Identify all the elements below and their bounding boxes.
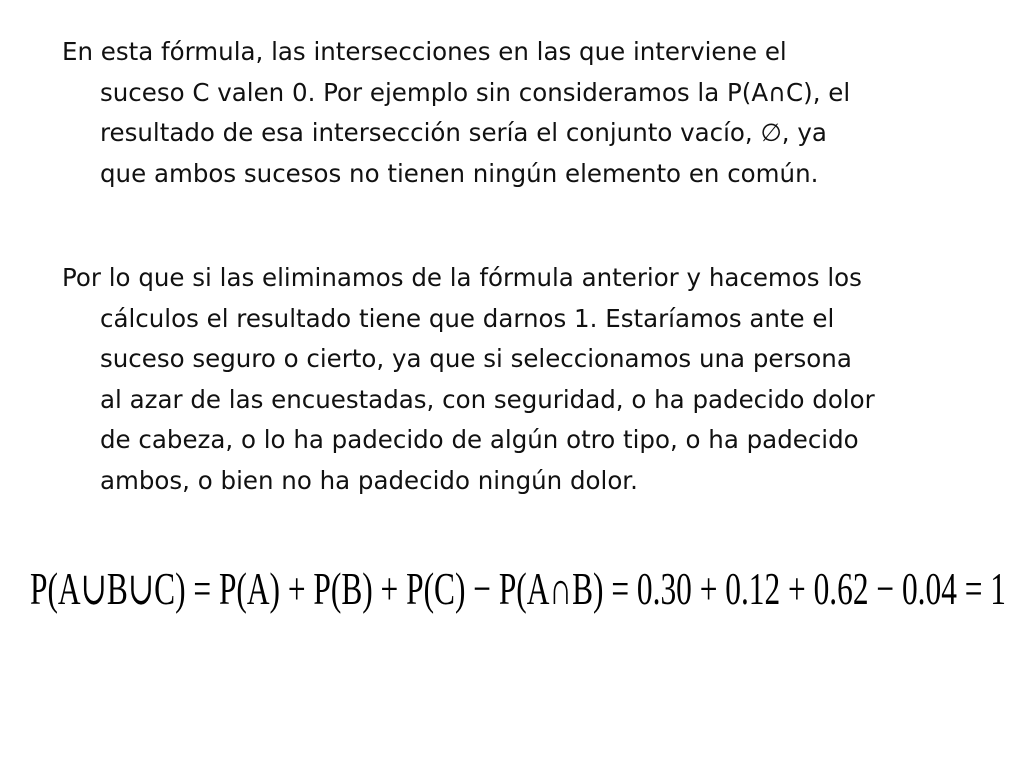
formula-equation: P(A∪B∪C) = P(A) + P(B) + P(C) − P(A∩B) = 0.30 + 0.12 + 0.62 − 0.04 = 1 <box>30 563 1007 614</box>
paragraph-line: suceso seguro o cierto, ya que si seleccionamos una persona <box>100 344 852 374</box>
paragraph-line: cálculos el resultado tiene que darnos 1. Estaríamos ante el <box>100 303 835 333</box>
paragraph-line: al azar de las encuestadas, con seguridad, o ha padecido dolor <box>100 384 875 414</box>
paragraph-line: resultado de esa intersección sería el conjunto vacío, ∅, ya <box>100 118 827 148</box>
paragraph-sure-event <box>62 258 982 502</box>
paragraph-empty-intersection <box>62 32 982 194</box>
paragraph-line: En esta fórmula, las intersecciones en las que interviene el <box>62 37 787 66</box>
paragraph-line: de cabeza, o lo ha padecido de algún otro tipo, o ha padecido <box>100 425 859 455</box>
paragraph-line: Por lo que si las eliminamos de la fórmula anterior y hacemos los <box>62 263 862 292</box>
paragraph-line: suceso C valen 0. Por ejemplo sin consideramos la P(A∩C), el <box>100 77 851 107</box>
paragraph-line: ambos, o bien no ha padecido ningún dolor. <box>100 465 638 495</box>
paragraph-line: que ambos sucesos no tienen ningún elemento en común. <box>100 158 819 188</box>
probability-formula <box>30 560 1010 616</box>
